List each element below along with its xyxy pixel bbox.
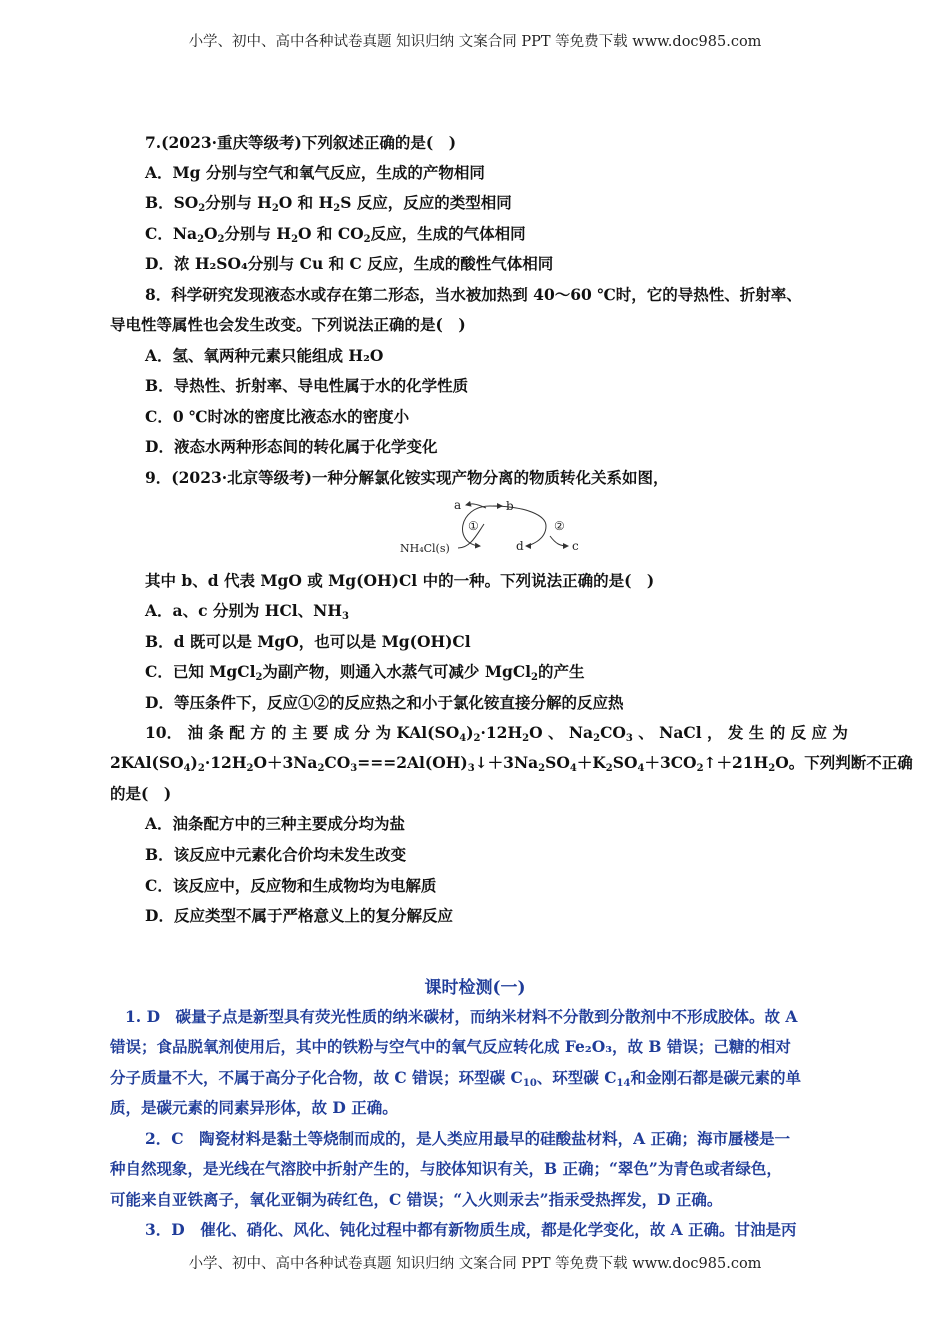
q7-option-d: D．浓 H₂SO₄分别与 Cu 和 C 反应，生成的酸性气体相同 — [145, 254, 554, 273]
cycle-arc-right — [526, 526, 546, 546]
q8-option-c: C．0 ℃时冰的密度比液态水的密度小 — [145, 407, 410, 426]
answer-3-line1: 3．D 催化、硝化、风化、钝化过程中都有新物质生成，都是化学变化，故 A 正确。甘油是丙 — [145, 1220, 797, 1239]
label-step1: ① — [468, 519, 479, 533]
q8-option-a: A．氢、氧两种元素只能组成 H₂O — [145, 346, 384, 365]
answer-2-line1: 2．C 陶瓷材料是黏土等烧制而成的，是人类应用最早的硅酸盐材料，A 正确；海市蜃楼是一 — [145, 1129, 791, 1148]
q10-option-c: C．该反应中，反应物和生成物均为电解质 — [145, 876, 437, 895]
q7-stem: 7.(2023·重庆等级考)下列叙述正确的是( ) — [145, 133, 457, 152]
page-header: 小学、初中、高中各种试卷真题 知识归纳 文案合同 PPT 等免费下载 www.doc985.com — [188, 34, 762, 50]
q9-option-a: A．a、c 分别为 HCl、$NH_3$ — [145, 601, 349, 622]
cycle-arc-top — [490, 506, 546, 526]
conversion-diagram — [398, 496, 588, 558]
q9-option-d: D．等压条件下，反应①②的反应热之和小于氯化铵直接分解的反应热 — [145, 693, 624, 712]
label-c: c — [572, 539, 579, 553]
q8-option-d: D．液态水两种形态间的转化属于化学变化 — [145, 437, 438, 456]
answer-2-line2: 种自然现象，是光线在气溶胶中折射产生的，与胶体知识有关，B 正确；“翠色”为青色或者绿色， — [110, 1159, 782, 1178]
answers-section-title: 课时检测(一) — [424, 978, 526, 998]
q7-option-a: A．Mg 分别与空气和氧气反应，生成的产物相同 — [145, 163, 485, 182]
label-d: d — [516, 539, 524, 553]
answer-1-line4: 质，是碳元素的同素异形体，故 D 正确。 — [110, 1098, 398, 1117]
label-a: a — [454, 498, 462, 512]
arrow-to-a — [466, 504, 486, 508]
arrow-to-c — [550, 536, 568, 546]
q10-stem-line3: 的是( ) — [110, 784, 172, 803]
answer-2-line3: 可能来自亚铁离子，氧化亚铜为砖红色，C 错误；“入火则汞去”指汞受热挥发，D 正确。 — [110, 1190, 723, 1209]
q8-stem-line2: 导电性等属性也会发生改变。下列说法正确的是( ) — [110, 315, 466, 334]
q9-option-b: B．d 既可以是 MgO，也可以是 Mg(OH)Cl — [145, 632, 471, 651]
q10-stem-line1: 10． 油 条 配 方 的 主 要 成 分 为 $KAl(SO_4)_2\cdot 12H_2O$ 、 $Na_2CO_3$ 、 NaCl ， 发 生 的 反 应 为 — [145, 723, 848, 744]
label-b: b — [506, 499, 514, 513]
q9-option-c: C．已知 MgCl$_2$为副产物，则通入水蒸气可减少 MgCl$_2$的产生 — [145, 662, 585, 683]
page-footer: 小学、初中、高中各种试卷真题 知识归纳 文案合同 PPT 等免费下载 www.doc985.com — [188, 1256, 762, 1272]
answer-1-line3: 分子质量不大，不属于高分子化合物，故 C 错误；环型碳 $C_{10}$、环型碳 $C_{14}$和金刚石都是碳元素的单 — [110, 1068, 801, 1089]
answer-1-line2: 错误；食品脱氧剂使用后，其中的铁粉与空气中的氧气反应转化成 Fe₂O₃，故 B 错误；己糖的相对 — [110, 1037, 791, 1056]
q10-option-b: B．该反应中元素化合价均未发生改变 — [145, 845, 407, 864]
q8-option-b: B．导热性、折射率、导电性属于水的化学性质 — [145, 376, 469, 395]
q10-option-a: A．油条配方中的三种主要成分均为盐 — [145, 814, 406, 833]
q9-stem: 9．(2023·北京等级考)一种分解氯化铵实现产物分离的物质转化关系如图， — [145, 468, 669, 487]
answer-1-line1: 1. D 碳量子点是新型具有荧光性质的纳米碳材，而纳米材料不分散到分散剂中不形成胶体。故 A — [125, 1007, 798, 1026]
q9-after-diagram: 其中 b、d 代表 MgO 或 Mg(OH)Cl 中的一种。下列说法正确的是( ) — [145, 571, 655, 590]
label-step2: ② — [554, 519, 565, 533]
q7-option-b: B．$SO_2$分别与 $H_2O$ 和 $H_2S$ 反应，反应的类型相同 — [145, 193, 512, 214]
q8-stem-line1: 8．科学研究发现液态水或存在第二形态，当水被加热到 40～60 ℃时，它的导热性、折射率、 — [145, 285, 802, 304]
q7-option-c: C．$Na_2O_2$分别与 $H_2O$ 和 $CO_2$反应，生成的气体相同 — [145, 224, 526, 245]
label-start: NH₄Cl(s) — [400, 542, 450, 555]
q10-equation-line: $2KAl(SO_4)_2\cdot 12H_2O+3Na_2CO_3===2Al(OH)_3↓+3Na_2SO_4+K_2SO_4+3CO_2↑+21H_2O$。下列判断不正确 — [110, 753, 913, 774]
q10-option-d: D．反应类型不属于严格意义上的复分解反应 — [145, 906, 453, 925]
